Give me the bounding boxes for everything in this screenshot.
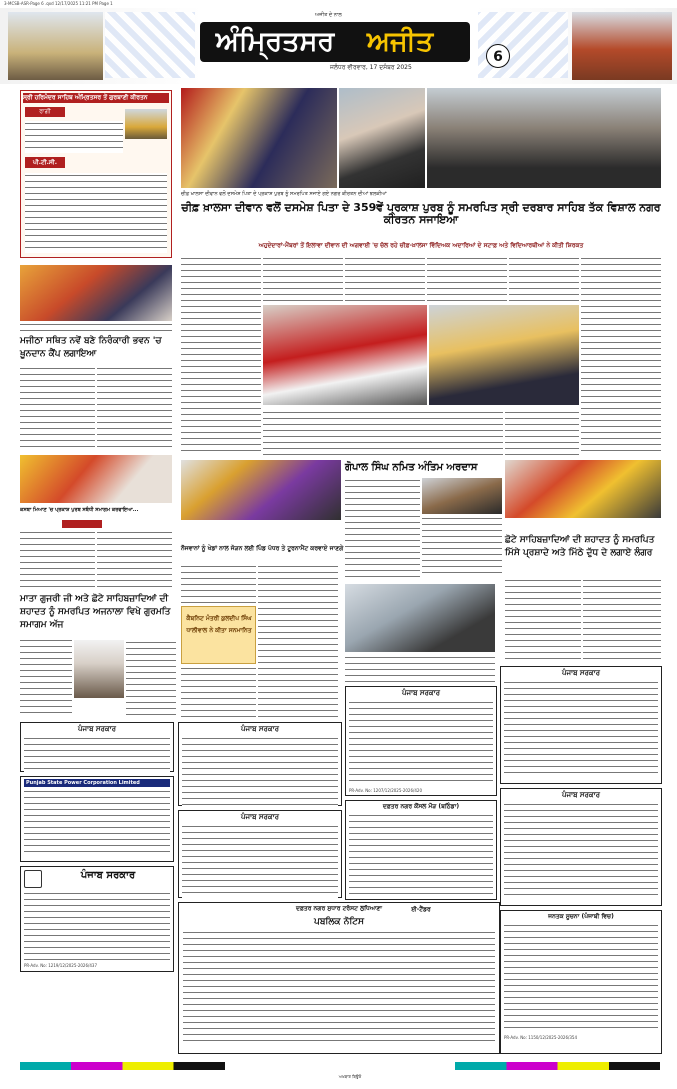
mid2-col-1b bbox=[181, 666, 256, 726]
lead-subhead: ਅਹੁਦੇਦਾਰਾਂ-ਮੈਂਬਰਾਂ ਤੋਂ ਇਲਾਵਾ ਦੀਵਾਨ ਦੀ ਅਗਵਾਈ 'ਚ ਚੱਲ ਰਹੇ ਚੀਫ਼-ਖ਼ਾਲਸਾ ਵਿੱਦਿਅਕ ਅਦਾਰਿਆਂ ਦੇ ਸਟਾਫ਼ ਅਤੇ ਵਿਦਿਆਰਥੀਆਂ ਨੇ ਕੀਤੀ ਸ਼ਿਰਕਤ bbox=[258, 242, 584, 249]
ad-punjab-sarkar-2 bbox=[178, 722, 342, 806]
mid2-col-2 bbox=[258, 564, 338, 724]
ad2-body bbox=[182, 736, 338, 806]
left-photo-2 bbox=[20, 455, 172, 503]
ad-pspcl-body bbox=[24, 789, 170, 857]
quote-box bbox=[181, 606, 256, 664]
gurbani-label-ptc: ਪੀ.ਟੀ.ਸੀ. bbox=[25, 157, 65, 168]
bottom-color-strip bbox=[20, 1062, 660, 1070]
left-story-col-1 bbox=[20, 366, 95, 452]
lead-col-6 bbox=[581, 256, 661, 456]
gurbani-box-title: ਸ੍ਰੀ ਹਰਿਮੰਦਰ ਸਾਹਿਬ ਅੰਮ੍ਰਿਤਸਰ ਤੋਂ ਗੁਰਬਾਣੀ ਕੀਰਤਨ bbox=[23, 93, 169, 103]
public-notice-title: ਪਬਲਿਕ ਨੋਟਿਸ bbox=[314, 917, 364, 927]
left-story-col-2 bbox=[97, 366, 172, 452]
lead-headline: ਚੀਫ਼ ਖ਼ਾਲਸਾ ਦੀਵਾਨ ਵਲੋਂ ਦਸਮੇਸ਼ ਪਿਤਾ ਦੇ 359ਵੇਂ ਪ੍ਰਕਾਸ਼ ਪੁਰਬ ਨੂੰ ਸਮਰਪਿਤ ਸ੍ਰੀ ਦਰਬਾਰ ਸਾਹਿਬ ਤੱਕ ਵਿਸ਼ਾਲ ਨਗਰ ਕੀਰਤਨ ਸਜਾਇਆ bbox=[181, 201, 661, 226]
left-story2-col-1 bbox=[20, 530, 95, 590]
event-photo-caption bbox=[345, 655, 495, 683]
ad-big-body bbox=[24, 891, 170, 961]
mid1-col-2 bbox=[422, 516, 502, 578]
procession-photo-1 bbox=[263, 305, 427, 405]
ad-ludhiana-title: ਦਫ਼ਤਰ ਨਗਰ ਸੁਧਾਰ ਟਰੱਸਟ ਲੁਧਿਆਣਾ bbox=[295, 905, 382, 912]
ad-pspcl bbox=[20, 776, 174, 862]
ad-punjab-sarkar-big bbox=[20, 866, 174, 972]
left-story2-col-2 bbox=[97, 530, 172, 590]
ad2-title: ਪੰਜਾਬ ਸਰਕਾਰ bbox=[240, 725, 279, 733]
ad-punjab-sarkar-1 bbox=[20, 722, 174, 772]
lead-photo-1 bbox=[181, 88, 337, 188]
mid2-col-1 bbox=[181, 564, 256, 604]
footer-text: ਅਖ਼ਬਾਰ ਬਿਊਰੋ bbox=[338, 1074, 362, 1079]
quote-text: ਕੈਬਨਿਟ ਮੰਤਰੀ ਕੁਲਦੀਪ ਸਿੰਘ ਧਾਲੀਵਾਲ ਨੇ ਕੀਤਾ ਸਨਮਾਨਿਤ bbox=[186, 615, 252, 634]
ad-punjab-sarkar-right bbox=[500, 666, 662, 784]
ad3-body bbox=[182, 824, 338, 898]
masthead bbox=[0, 8, 677, 84]
mid-photo-1 bbox=[181, 460, 341, 520]
ad-big-pr: PR-Adv. No: 1219/12/2025-2026/437 bbox=[24, 963, 97, 968]
masthead-left-photo bbox=[8, 12, 103, 80]
punjab-emblem bbox=[24, 870, 42, 888]
ad3-title: ਪੰਜਾਬ ਸਰਕਾਰ bbox=[240, 813, 279, 821]
ad-pspcl-title: Punjab State Power Corporation Limited bbox=[24, 779, 170, 787]
right-photo-caption bbox=[505, 520, 661, 532]
golden-temple-thumb bbox=[125, 109, 167, 139]
portrait-gopal bbox=[422, 478, 502, 514]
ad-punjab-sarkar-4 bbox=[345, 686, 497, 796]
masthead-title-left: ਅੰਮ੍ਰਿਤਸਰ bbox=[215, 26, 335, 57]
masthead-kicker: ਅਜੀਤ ਦੇ ਨਾਲ bbox=[315, 12, 342, 18]
right-photo-1 bbox=[505, 460, 661, 518]
lead-photo-2 bbox=[339, 88, 425, 188]
right-story-headline: ਛੋਟੇ ਸਾਹਿਬਜ਼ਾਦਿਆਂ ਦੀ ਸ਼ਹਾਦਤ ਨੂੰ ਸਮਰਪਿਤ ਮਿੱਸੇ ਪ੍ਰਸ਼ਾਦੇ ਅਤੇ ਮਿੱਠੇ ਦੁੱਧ ਦੇ ਲਗਾਏ ਲੰਗਰ bbox=[505, 535, 655, 558]
ad-right2-body bbox=[504, 802, 658, 900]
masthead-date: ਜਲੰਧਰ ਵੀਰਵਾਰ, 17 ਦਸੰਬਰ 2025 bbox=[330, 64, 412, 71]
ad-right2-title: ਪੰਜਾਬ ਸਰਕਾਰ bbox=[561, 791, 600, 799]
ad-jalandhar-body bbox=[504, 923, 658, 1033]
lower-left-portrait bbox=[74, 640, 124, 698]
ad4-pr: PR-Adv. No: 1207/12/2025-2026/420 bbox=[349, 788, 422, 793]
ad-big-title: ਪੰਜਾਬ ਸਰਕਾਰ bbox=[80, 870, 136, 881]
lead-col-1 bbox=[181, 256, 261, 456]
ad-jalandhar-pr: PR-Adv. No: 1150/12/2025-2026/354 bbox=[504, 1035, 577, 1040]
top-strip: 3-MCSB-ASR-Page 6 .qxd 12/17/2025 11:21 PM Page 1 bbox=[4, 1, 113, 6]
masthead-right-photo bbox=[572, 12, 672, 80]
lead-col-3 bbox=[345, 256, 425, 304]
left-story-headline: ਮਜੀਠਾ ਸਥਿਤ ਨਵੇਂ ਬਣੇ ਨਿਰੰਕਾਰੀ ਭਵਨ 'ਚ ਖ਼ੂਨਦਾਨ ਕੈਂਪ ਲਗਾਇਆ bbox=[20, 336, 162, 359]
ad-right-body bbox=[504, 680, 658, 774]
gurbani-text-1 bbox=[25, 121, 123, 153]
event-photo bbox=[345, 584, 495, 652]
page-number: 6 bbox=[486, 44, 510, 68]
masthead-pattern-left bbox=[105, 12, 195, 78]
ad-nagar-title: ਦਫ਼ਤਰ ਨਗਰ ਕੌਂਸਲ ਮੌੜ (ਬਠਿੰਡਾ) bbox=[382, 803, 460, 810]
lead-col-5b bbox=[505, 410, 579, 456]
left-caption-2: ਕਸਬਾ ਮਿਆਣ 'ਚ ਪ੍ਰਕਾਸ਼ ਪੁਰਬ ਸਬੰਧੀ ਸਮਾਗਮ ਕਰਵਾਇਆ... bbox=[20, 507, 139, 513]
ad4-title: ਪੰਜਾਬ ਸਰਕਾਰ bbox=[401, 689, 440, 697]
right-story-col-2 bbox=[583, 578, 661, 662]
right-story-col-1 bbox=[505, 578, 581, 662]
lower-left-headline: ਮਾਤਾ ਗੁਜਰੀ ਜੀ ਅਤੇ ਛੋਟੇ ਸਾਹਿਬਜ਼ਾਦਿਆਂ ਦੀ ਸ਼ਹਾਦਤ ਨੂੰ ਸਮਰਪਿਤ ਅਜਨਾਲਾ ਵਿਖੇ ਗੁਰਮਤਿ ਸਮਾਗਮ ਅੱਜ bbox=[20, 594, 171, 630]
lead-col-2b bbox=[263, 410, 503, 456]
ad4-body bbox=[349, 700, 493, 786]
left-photo-1 bbox=[20, 265, 172, 321]
mid-photo-caption bbox=[181, 522, 341, 542]
gurbani-label-ragi: ਰਾਗੀ bbox=[25, 107, 65, 117]
procession-photo-2 bbox=[429, 305, 579, 405]
ad-ludhiana bbox=[178, 902, 500, 1054]
section-tag-left bbox=[62, 520, 102, 528]
ad-punjab-sarkar-right2 bbox=[500, 788, 662, 906]
mid2-headline: ਨੌਜਵਾਨਾਂ ਨੂੰ ਖੇਡਾਂ ਨਾਲ ਜੋੜਨ ਲਈ ਪਿੰਡ ਪੱਧਰ ਤੇ ਟੂਰਨਾਮੈਂਟ ਕਰਵਾਏ ਜਾਣਗੇ bbox=[181, 545, 344, 552]
left-photo-caption bbox=[20, 322, 172, 332]
ad-nagar-body bbox=[349, 813, 493, 899]
lower-left-col-1 bbox=[20, 638, 72, 718]
eoffice-label: ਈ-ਟੈਂਡਰ bbox=[411, 906, 431, 913]
ad1-body bbox=[24, 736, 170, 772]
ad-right-title: ਪੰਜਾਬ ਸਰਕਾਰ bbox=[561, 669, 600, 677]
lower-left-col-2 bbox=[126, 640, 176, 718]
lead-col-5 bbox=[509, 256, 579, 304]
gurbani-box bbox=[20, 90, 172, 258]
mid1-headline: ਗੋਪਾਲ ਸਿੰਘ ਨਮਿਤ ਅੰਤਿਮ ਅਰਦਾਸ bbox=[345, 462, 478, 473]
lead-col-4 bbox=[427, 256, 507, 304]
ad-ludhiana-body bbox=[183, 930, 495, 1042]
mid1-col-1 bbox=[345, 478, 420, 578]
ad-punjab-sarkar-3 bbox=[178, 810, 342, 898]
ad-jalandhar-title: ਜਨਤਕ ਸੂਚਨਾ (ਪੰਜਾਬੀ ਵਿਚ) bbox=[548, 913, 614, 920]
ad-jalandhar bbox=[500, 910, 662, 1054]
ad1-title: ਪੰਜਾਬ ਸਰਕਾਰ bbox=[77, 725, 116, 733]
lead-photo-3 bbox=[427, 88, 661, 188]
masthead-title-right: ਅਜੀਤ bbox=[366, 26, 434, 57]
ad-nagar-council bbox=[345, 800, 497, 900]
gurbani-text-2 bbox=[25, 173, 167, 253]
lead-caption: ਚੀਫ਼ ਖ਼ਾਲਸਾ ਦੀਵਾਨ ਵਲੋਂ ਦਸਮੇਸ਼ ਪਿਤਾ ਦੇ ਪ੍ਰਕਾਸ਼ ਪੁਰਬ ਨੂੰ ਸਮਰਪਿਤ ਸਜਾਏ ਗਏ ਨਗਰ ਕੀਰਤਨ ਦੀਆਂ ਝਲਕੀਆਂ bbox=[181, 191, 387, 197]
